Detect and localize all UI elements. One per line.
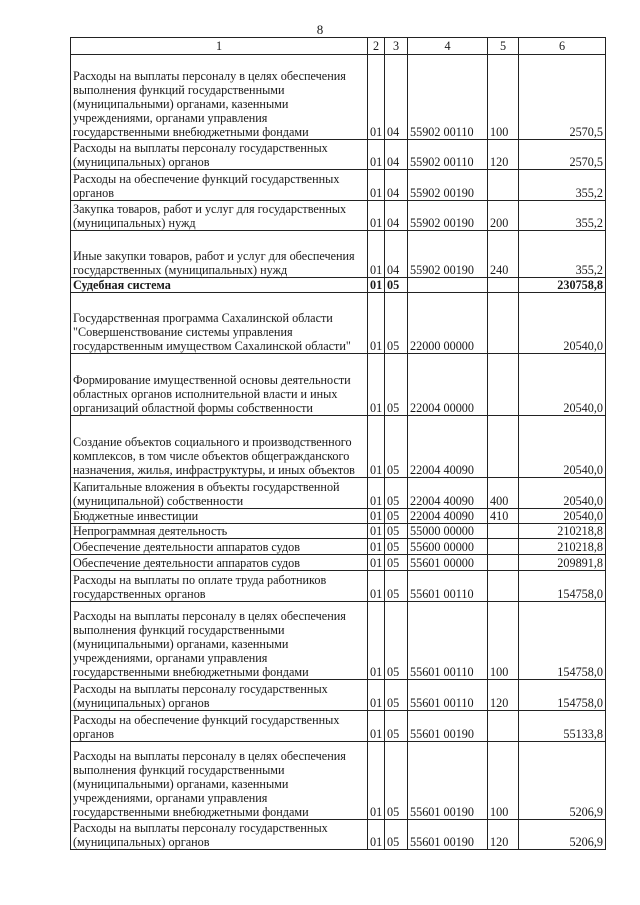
row-section-cell: 01 (368, 170, 385, 201)
row-subsection-cell: 05 (385, 354, 408, 416)
row-expense-type-cell: 240 (488, 231, 519, 278)
table-row (71, 201, 606, 231)
row-subsection-cell: 05 (385, 742, 408, 820)
row-name-cell: Иные закупки товаров, работ и услуг для обеспечения государственных (муниципальных) нужд (71, 231, 368, 278)
row-expense-type-cell (488, 571, 519, 602)
table-row (71, 742, 606, 820)
row-sum-cell: 2570,5 (519, 55, 606, 140)
row-section-cell: 01 (368, 55, 385, 140)
row-target-article-cell: 22000 00000 (408, 293, 488, 354)
row-name-cell: Бюджетные инвестиции (71, 509, 368, 524)
row-name-cell: Государственная программа Сахалинской области "Совершенствование системы управления государственным имуществом Сахалинской области" (71, 293, 368, 354)
row-subsection-cell: 05 (385, 509, 408, 524)
row-expense-type-cell: 200 (488, 201, 519, 231)
table-row (71, 509, 606, 524)
row-target-article-cell: 55902 00190 (408, 231, 488, 278)
row-expense-type-cell (488, 416, 519, 478)
table-row (71, 278, 606, 293)
row-subsection-cell: 05 (385, 680, 408, 711)
row-target-article-cell: 55902 00190 (408, 170, 488, 201)
row-name-cell: Расходы на выплаты по оплате труда работников государственных органов (71, 571, 368, 602)
row-section-cell: 01 (368, 509, 385, 524)
row-section-cell: 01 (368, 524, 385, 539)
row-name-cell: Расходы на выплаты персоналу государственных (муниципальных) органов (71, 680, 368, 711)
row-target-article-cell: 55601 00110 (408, 571, 488, 602)
row-subsection-cell: 05 (385, 555, 408, 571)
row-subsection-cell: 04 (385, 140, 408, 170)
column-header: 6 (519, 38, 606, 55)
row-name-cell: Формирование имущественной основы деятельности областных органов исполнительной власти и иных организаций областной формы собственности (71, 354, 368, 416)
row-expense-type-cell: 120 (488, 680, 519, 711)
row-name-cell: Расходы на выплаты персоналу государственных (муниципальных) органов (71, 820, 368, 850)
table-row (71, 524, 606, 539)
row-section-cell: 01 (368, 711, 385, 742)
row-target-article-cell: 22004 00000 (408, 354, 488, 416)
row-expense-type-cell: 100 (488, 742, 519, 820)
row-name-cell: Судебная система (71, 278, 368, 293)
row-section-cell: 01 (368, 742, 385, 820)
row-name-cell: Непрограммная деятельность (71, 524, 368, 539)
row-name-cell: Капитальные вложения в объекты государственной (муниципальной) собственности (71, 478, 368, 509)
row-sum-cell: 2570,5 (519, 140, 606, 170)
row-name-cell: Обеспечение деятельности аппаратов судов (71, 555, 368, 571)
row-expense-type-cell: 410 (488, 509, 519, 524)
row-name-cell: Расходы на обеспечение функций государственных органов (71, 711, 368, 742)
row-subsection-cell: 05 (385, 571, 408, 602)
table-row (71, 293, 606, 354)
row-subsection-cell: 05 (385, 524, 408, 539)
row-target-article-cell: 55902 00110 (408, 140, 488, 170)
row-name-cell: Создание объектов социального и производственного комплексов, в том числе объектов общегражданского назначения, жилья, инфраструктуры, и иных объектов (71, 416, 368, 478)
row-section-cell: 01 (368, 571, 385, 602)
row-target-article-cell (408, 278, 488, 293)
row-sum-cell: 355,2 (519, 201, 606, 231)
row-sum-cell: 20540,0 (519, 509, 606, 524)
row-sum-cell: 20540,0 (519, 354, 606, 416)
row-name-cell: Расходы на выплаты персоналу в целях обеспечения выполнения функций государственными (муниципальными) органами, казенными учреждениями, органами управления государственными внебюджетными фондами (71, 55, 368, 140)
row-section-cell: 01 (368, 555, 385, 571)
row-name-cell: Расходы на обеспечение функций государственных органов (71, 170, 368, 201)
table-row (71, 140, 606, 170)
column-header: 1 (71, 38, 368, 55)
row-target-article-cell: 55902 00110 (408, 55, 488, 140)
row-target-article-cell: 22004 40090 (408, 416, 488, 478)
table-row (71, 602, 606, 680)
table-row (71, 680, 606, 711)
row-expense-type-cell: 400 (488, 478, 519, 509)
row-section-cell: 01 (368, 293, 385, 354)
row-subsection-cell: 04 (385, 231, 408, 278)
row-target-article-cell: 55601 00190 (408, 820, 488, 850)
row-sum-cell: 209891,8 (519, 555, 606, 571)
row-section-cell: 01 (368, 354, 385, 416)
row-sum-cell: 55133,8 (519, 711, 606, 742)
row-target-article-cell: 55601 00000 (408, 555, 488, 571)
row-sum-cell: 20540,0 (519, 293, 606, 354)
row-sum-cell: 210218,8 (519, 524, 606, 539)
row-section-cell: 01 (368, 539, 385, 555)
row-section-cell: 01 (368, 140, 385, 170)
column-header: 2 (368, 38, 385, 55)
row-name-cell: Расходы на выплаты персоналу в целях обеспечения выполнения функций государственными (муниципальными) органами, казенными учреждениями, органами управления государственными внебюджетными фондами (71, 602, 368, 680)
row-subsection-cell: 04 (385, 201, 408, 231)
row-subsection-cell: 05 (385, 711, 408, 742)
row-sum-cell: 5206,9 (519, 820, 606, 850)
row-section-cell: 01 (368, 820, 385, 850)
row-section-cell: 01 (368, 478, 385, 509)
column-header: 4 (408, 38, 488, 55)
row-target-article-cell: 55902 00190 (408, 201, 488, 231)
row-target-article-cell: 55000 00000 (408, 524, 488, 539)
row-sum-cell: 210218,8 (519, 539, 606, 555)
table-row (71, 478, 606, 509)
column-header: 5 (488, 38, 519, 55)
row-target-article-cell: 22004 40090 (408, 509, 488, 524)
row-target-article-cell: 55601 00110 (408, 602, 488, 680)
row-expense-type-cell (488, 539, 519, 555)
row-name-cell: Расходы на выплаты персоналу государственных (муниципальных) органов (71, 140, 368, 170)
row-expense-type-cell (488, 170, 519, 201)
row-sum-cell: 154758,0 (519, 602, 606, 680)
table-row (71, 820, 606, 850)
row-sum-cell: 154758,0 (519, 571, 606, 602)
row-expense-type-cell (488, 524, 519, 539)
table-row (71, 571, 606, 602)
row-section-cell: 01 (368, 602, 385, 680)
column-header: 3 (385, 38, 408, 55)
row-section-cell: 01 (368, 278, 385, 293)
row-section-cell: 01 (368, 680, 385, 711)
row-name-cell: Обеспечение деятельности аппаратов судов (71, 539, 368, 555)
row-sum-cell: 20540,0 (519, 478, 606, 509)
table-header-row (71, 38, 606, 55)
row-subsection-cell: 05 (385, 820, 408, 850)
table-row (71, 231, 606, 278)
row-sum-cell: 154758,0 (519, 680, 606, 711)
row-expense-type-cell: 100 (488, 602, 519, 680)
table-row (71, 711, 606, 742)
table-row (71, 416, 606, 478)
row-expense-type-cell (488, 354, 519, 416)
table-row (71, 539, 606, 555)
row-expense-type-cell: 120 (488, 820, 519, 850)
row-target-article-cell: 22004 40090 (408, 478, 488, 509)
row-target-article-cell: 55601 00190 (408, 711, 488, 742)
row-expense-type-cell (488, 293, 519, 354)
row-expense-type-cell (488, 278, 519, 293)
row-subsection-cell: 04 (385, 55, 408, 140)
row-name-cell: Расходы на выплаты персоналу в целях обеспечения выполнения функций государственными (муниципальными) органами, казенными учреждениями, органами управления государственными внебюджетными фондами (71, 742, 368, 820)
row-section-cell: 01 (368, 231, 385, 278)
row-sum-cell: 230758,8 (519, 278, 606, 293)
row-expense-type-cell: 100 (488, 55, 519, 140)
row-subsection-cell: 05 (385, 278, 408, 293)
page-number: 8 (316, 22, 324, 37)
row-expense-type-cell: 120 (488, 140, 519, 170)
row-subsection-cell: 05 (385, 478, 408, 509)
row-subsection-cell: 04 (385, 170, 408, 201)
row-target-article-cell: 55601 00110 (408, 680, 488, 711)
table-row (71, 55, 606, 140)
row-expense-type-cell (488, 711, 519, 742)
row-subsection-cell: 05 (385, 293, 408, 354)
row-expense-type-cell (488, 555, 519, 571)
table-row (71, 555, 606, 571)
budget-table (70, 37, 606, 850)
row-target-article-cell: 55600 00000 (408, 539, 488, 555)
row-sum-cell: 5206,9 (519, 742, 606, 820)
row-section-cell: 01 (368, 201, 385, 231)
row-section-cell: 01 (368, 416, 385, 478)
row-sum-cell: 355,2 (519, 231, 606, 278)
row-subsection-cell: 05 (385, 539, 408, 555)
row-target-article-cell: 55601 00190 (408, 742, 488, 820)
table-row (71, 354, 606, 416)
row-sum-cell: 20540,0 (519, 416, 606, 478)
row-subsection-cell: 05 (385, 416, 408, 478)
row-name-cell: Закупка товаров, работ и услуг для государственных (муниципальных) нужд (71, 201, 368, 231)
row-subsection-cell: 05 (385, 602, 408, 680)
table-row (71, 170, 606, 201)
row-sum-cell: 355,2 (519, 170, 606, 201)
